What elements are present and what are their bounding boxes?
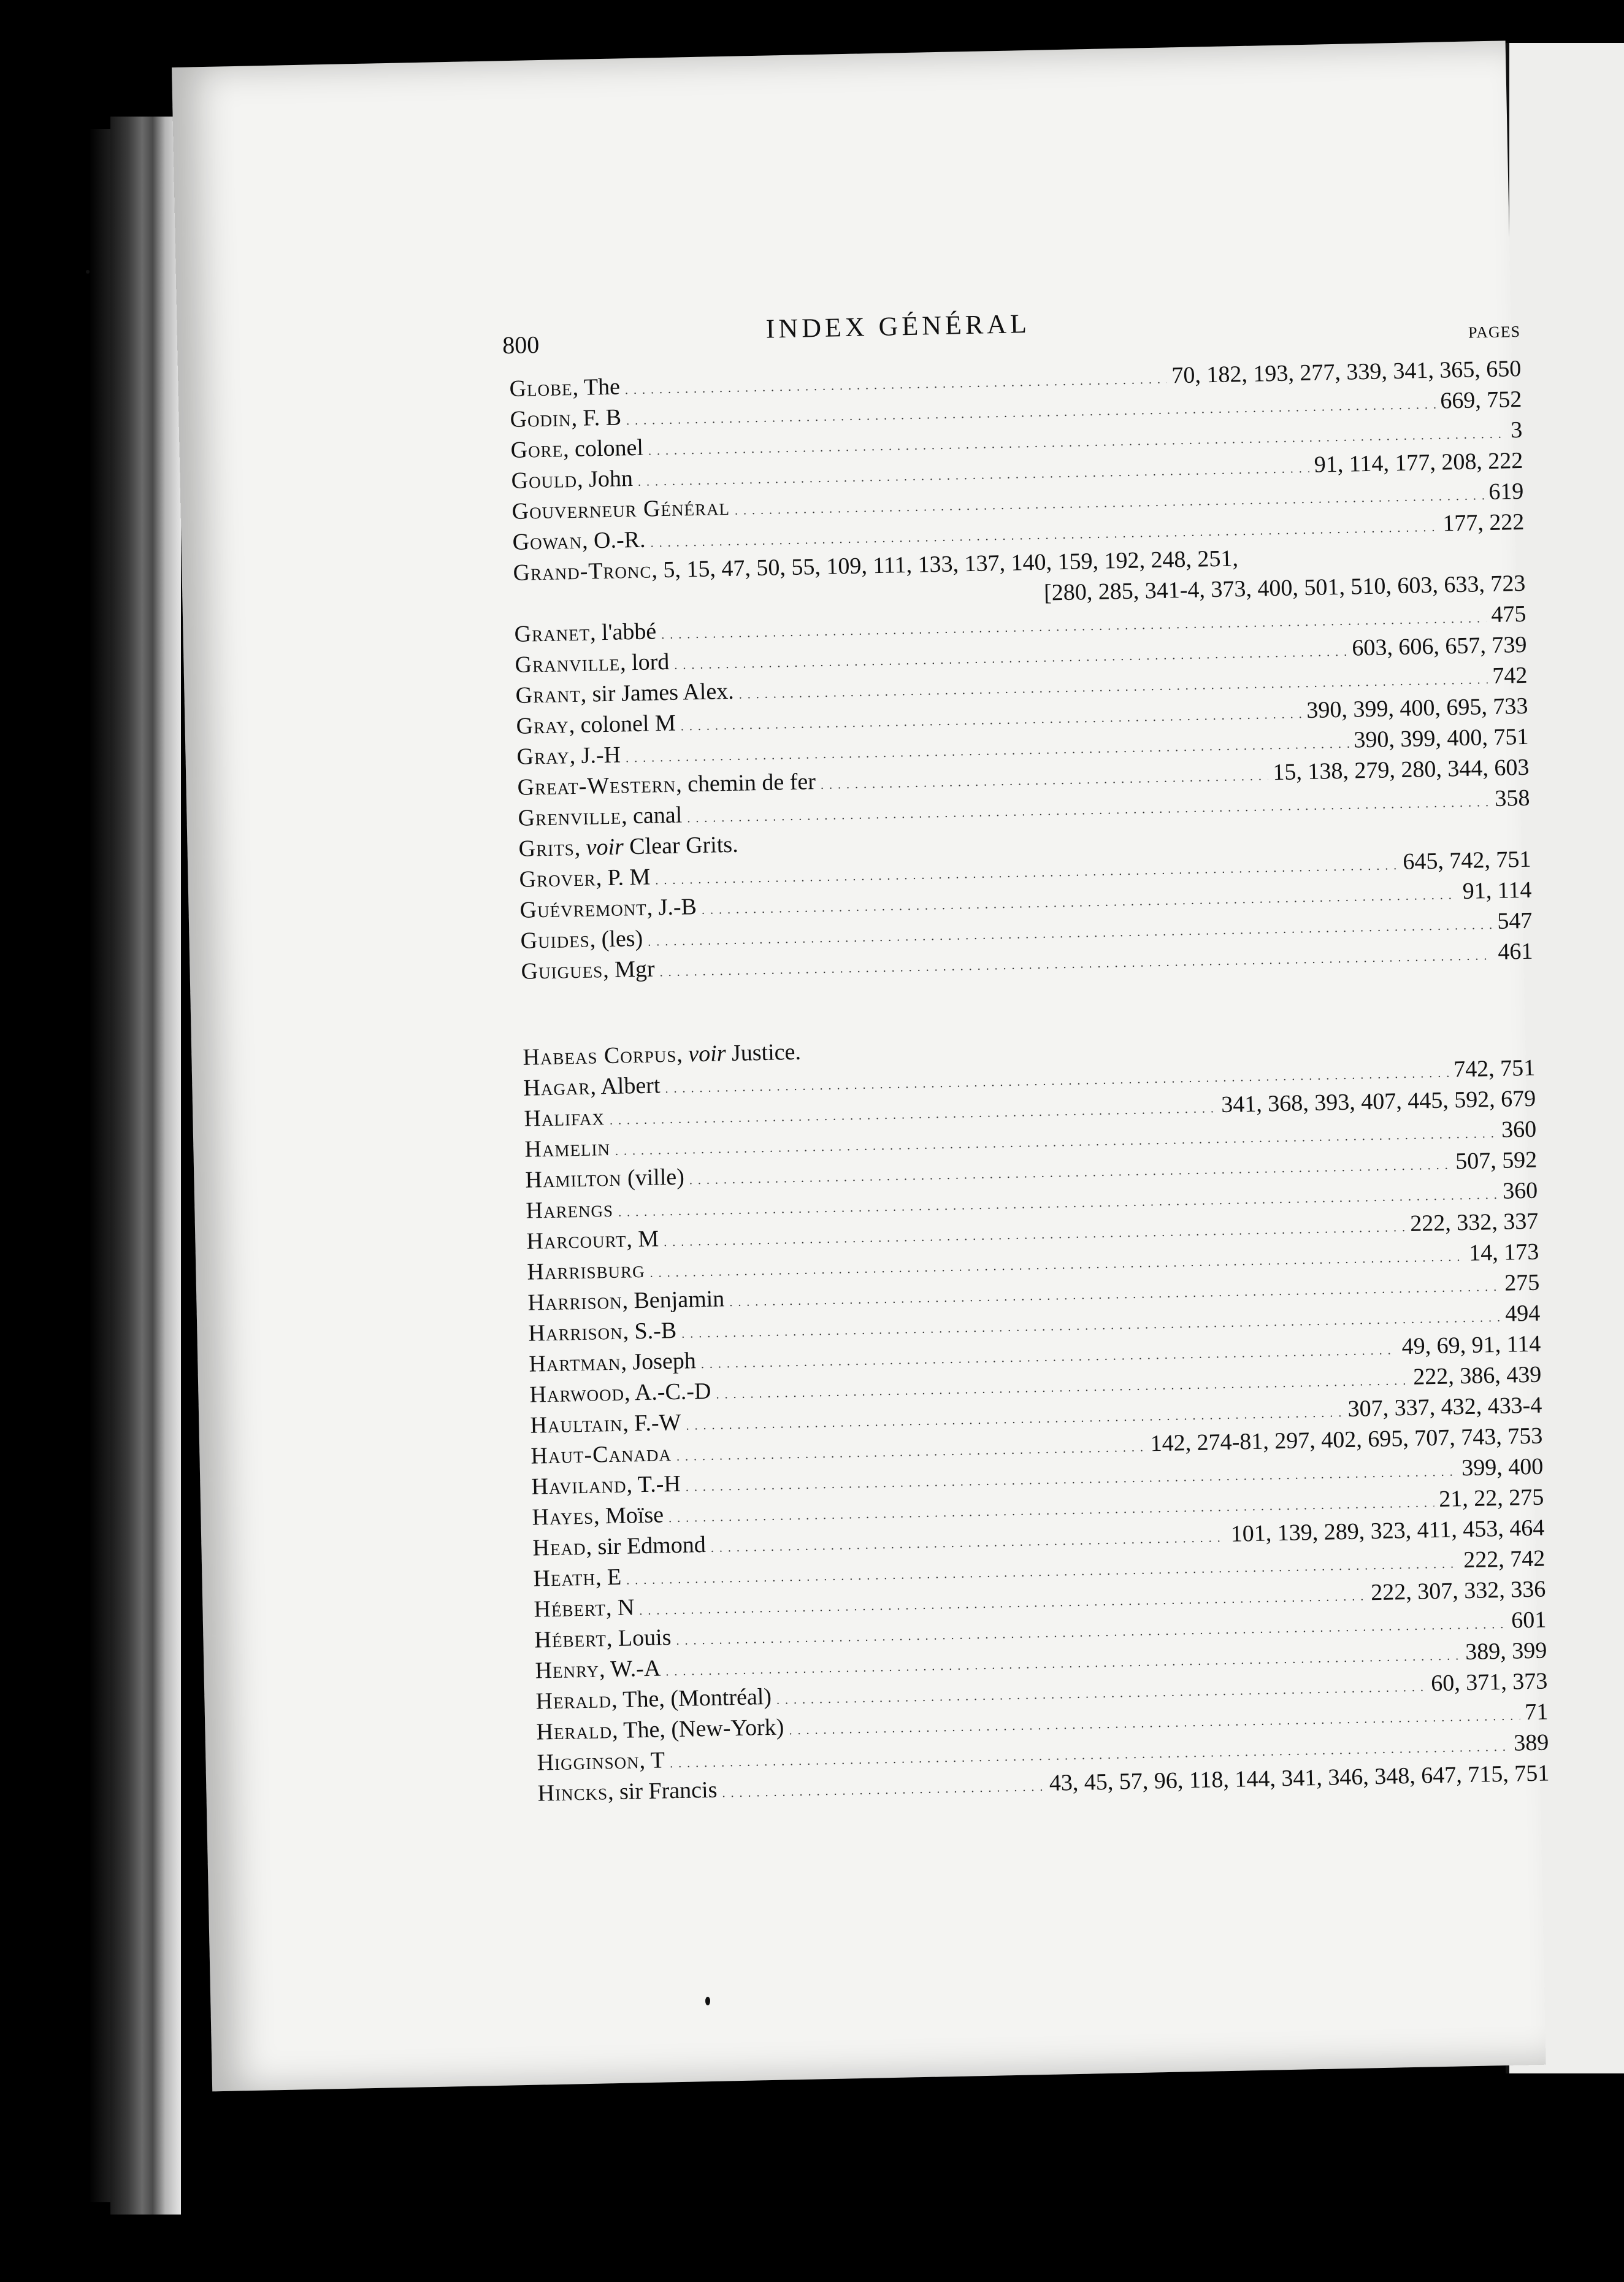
entry-headword: Hincks (537, 1779, 608, 1807)
entry-headword: Harrisburg (527, 1256, 645, 1285)
entry-headword: Hamilton (525, 1165, 622, 1193)
entry-name (512, 524, 646, 558)
entry-headword: Grover (519, 865, 597, 893)
entry-headword: Henry (535, 1656, 600, 1684)
entry-qualifier: , colonel M (569, 710, 676, 739)
entry-page-numbers: 390, 399, 400, 751 (1353, 723, 1529, 753)
entry-page-numbers: 177, 222 (1442, 509, 1525, 537)
entry-headword: Herald (536, 1718, 613, 1745)
entry-cross-reference-target: Clear Grits. (623, 831, 738, 860)
entry-page-numbers: 222, 307, 332, 336 (1370, 1576, 1546, 1606)
scan-speck (705, 1997, 710, 2005)
entry-headword: Hébert (534, 1595, 607, 1623)
entry-headword: Haut-Canada (530, 1440, 672, 1469)
entry-name (518, 829, 738, 864)
entry-page-numbers: 603, 606, 657, 739 (1351, 631, 1527, 661)
entry-qualifier: , F.-W (622, 1409, 681, 1437)
entry-qualifier: , sir Francis (607, 1777, 718, 1805)
entry-page-numbers: 461 (1497, 938, 1533, 965)
entry-headword: Hébert (534, 1626, 607, 1653)
entry-page-numbers: 360 (1502, 1177, 1538, 1204)
entry-page-numbers: 358 (1494, 785, 1530, 812)
scan-speck (86, 270, 90, 274)
entry-headword: Herald (535, 1687, 612, 1715)
entry-page-numbers: 494 (1504, 1300, 1541, 1327)
entry-page-numbers: 14, 173 (1468, 1239, 1539, 1266)
entry-name (534, 1622, 672, 1655)
entry-name (510, 402, 621, 435)
entry-qualifier: , S.-B (622, 1317, 677, 1345)
entry-qualifier: , 5, 15, 47, 50, 55, 109, 111, 133, 137, 140, 159, 192, 248, 251, (651, 545, 1239, 583)
entry-qualifier: , The, (Montréal) (611, 1683, 772, 1713)
entry-headword: Gore (510, 436, 564, 464)
entry-headword: Harengs (526, 1196, 614, 1224)
entry-name (527, 1283, 725, 1318)
entry-name (528, 1315, 677, 1349)
entry-name (537, 1745, 665, 1778)
entry-qualifier: , J.-H (569, 742, 621, 769)
entry-headword: Gray (516, 743, 570, 770)
index-page (172, 40, 1550, 2091)
entry-page-numbers: 60, 371, 373 (1430, 1668, 1548, 1697)
entry-headword: Grand-Tronc (513, 557, 652, 586)
entry-name (515, 676, 734, 711)
entry-qualifier: , (676, 1041, 689, 1067)
entry-qualifier: , Joseph (620, 1348, 697, 1375)
entry-name (521, 953, 655, 986)
pages-column-label: PAGES (1468, 322, 1521, 342)
entry-name (531, 1469, 681, 1502)
entry-headword: Harcourt (526, 1226, 627, 1254)
entry-cross-reference-word: voir (688, 1040, 726, 1067)
entry-name (535, 1681, 772, 1717)
entry-name (511, 463, 633, 496)
entry-headword: Guides (520, 926, 591, 954)
entry-page-numbers: 91, 114, 177, 208, 222 (1314, 447, 1523, 478)
entry-headword: Grits (518, 835, 575, 862)
entry-page-numbers: 21, 22, 275 (1438, 1484, 1544, 1512)
entry-headword: Godin (510, 405, 572, 433)
entry-qualifier: , Albert (590, 1072, 661, 1100)
entry-page-numbers: 49, 69, 91, 114 (1401, 1331, 1541, 1360)
entry-page-numbers: 742, 751 (1453, 1055, 1536, 1083)
entry-page-numbers: 669, 752 (1439, 386, 1522, 414)
entry-page-numbers: 645, 742, 751 (1402, 846, 1531, 875)
entry-name (535, 1653, 661, 1686)
entry-page-numbers: 71 (1524, 1699, 1549, 1726)
entry-name (526, 1223, 659, 1256)
entry-name (529, 1345, 696, 1379)
entry-headword: Harrison (527, 1288, 622, 1316)
entry-page-numbers: 360 (1501, 1116, 1537, 1143)
entry-page-numbers: 70, 182, 193, 277, 339, 341, 365, 650 (1171, 355, 1522, 389)
entry-headword: Guigues (521, 957, 603, 985)
entry-qualifier: , The (572, 374, 621, 401)
entry-headword: Gould (511, 466, 578, 494)
entry-headword: Halifax (524, 1104, 605, 1132)
entry-page-numbers: [280, 285, 341-4, 373, 400, 501, 510, 603, 633, 723 (1043, 570, 1526, 606)
entry-qualifier: , (les) (589, 925, 643, 953)
entry-qualifier: , E (595, 1564, 622, 1591)
entry-qualifier: , chemin de fer (675, 769, 816, 797)
entry-qualifier: , F. B (571, 404, 622, 432)
entry-headword: Harwood (529, 1380, 625, 1408)
entry-headword: Head (532, 1534, 586, 1561)
book-binding (110, 117, 181, 2215)
entry-name (515, 647, 670, 680)
entry-qualifier: , The, (New-York) (611, 1714, 784, 1744)
entry-page-numbers: 389, 399 (1465, 1637, 1547, 1665)
entry-headword: Granville (515, 650, 621, 678)
entry-name (511, 492, 730, 527)
entry-headword: Granet (514, 620, 591, 647)
entry-page-numbers: 547 (1496, 907, 1533, 934)
entry-page-numbers: 3 (1510, 417, 1523, 444)
entry-headword: Gowan (512, 528, 583, 555)
entry-name (530, 1407, 681, 1441)
entry-headword: Grant (515, 681, 581, 709)
entry-headword: Haultain (530, 1410, 623, 1439)
entry-name (519, 862, 651, 895)
entry-qualifier: , Mgr (602, 956, 655, 983)
entry-name (534, 1592, 635, 1624)
entry-page-numbers: 15, 138, 279, 280, 344, 603 (1273, 754, 1530, 786)
entry-headword: Habeas Corpus (523, 1041, 677, 1070)
entry-page-numbers: 222, 386, 439 (1412, 1361, 1542, 1390)
entry-name (527, 1254, 645, 1288)
entry-headword: Hagar (523, 1074, 591, 1101)
entry-qualifier: , N (605, 1594, 635, 1621)
entry-qualifier: , T.-H (626, 1470, 681, 1498)
entry-name (525, 1162, 684, 1196)
entry-qualifier: , lord (619, 648, 670, 676)
entry-page-numbers: 222, 742 (1463, 1545, 1545, 1573)
entry-qualifier: , Louis (606, 1624, 672, 1652)
entry-name (530, 1438, 672, 1472)
entry-qualifier: , canal (621, 802, 683, 829)
page-header (502, 298, 1520, 361)
entry-qualifier: , sir Edmond (586, 1532, 707, 1560)
entry-qualifier: , O.-R. (581, 526, 646, 554)
entry-qualifier: , P. M (596, 864, 651, 891)
entry-name (509, 371, 620, 404)
entry-page-numbers: 619 (1488, 478, 1524, 505)
entry-name (524, 1102, 605, 1134)
entry-headword: Grenville (518, 803, 622, 831)
page-number: 800 (502, 331, 540, 359)
entry-name (537, 1775, 718, 1809)
entry-name (523, 1070, 661, 1103)
entry-page-numbers: 307, 337, 432, 433-4 (1347, 1392, 1542, 1422)
entry-name (529, 1376, 711, 1410)
entry-headword: Hamelin (524, 1135, 611, 1162)
entry-page-numbers: 475 (1490, 601, 1526, 628)
entry-page-numbers: 91, 114 (1462, 877, 1532, 905)
entry-headword: Guévremont (519, 894, 648, 923)
entry-name (514, 616, 657, 650)
entry-page-numbers: 742 (1492, 662, 1528, 689)
entry-name (524, 1132, 610, 1165)
entry-page-numbers: 399, 400 (1461, 1453, 1544, 1481)
entry-qualifier: , colonel (562, 434, 644, 463)
entry-qualifier: , Moïse (593, 1502, 664, 1529)
entry-page-numbers: 389 (1513, 1729, 1549, 1756)
entry-qualifier: , T (639, 1747, 665, 1774)
entry-qualifier: , l'abbé (589, 618, 657, 646)
entry-qualifier: , John (576, 466, 634, 493)
index-list (509, 353, 1550, 1809)
entry-name (532, 1499, 664, 1532)
entry-headword: Heath (533, 1564, 596, 1592)
entry-headword: Higginson (537, 1748, 640, 1776)
entry-name (533, 1562, 622, 1594)
entry-headword: Gray (516, 712, 570, 739)
entry-qualifier: , (574, 834, 587, 861)
entry-page-numbers: 43, 45, 57, 96, 118, 144, 341, 346, 348, 647, 715, 751 (1049, 1760, 1550, 1796)
entry-page-numbers: 101, 139, 289, 323, 411, 453, 464 (1230, 1515, 1545, 1547)
entry-name (516, 740, 621, 772)
book-spine-shadow (89, 129, 113, 2202)
entry-headword: Gouverneur Général (511, 494, 730, 525)
entry-headword: Hayes (532, 1503, 594, 1531)
entry-qualifier: , A.-C.-D (624, 1378, 711, 1406)
entry-page-numbers: 601 (1511, 1607, 1547, 1634)
entry-page-numbers: 222, 332, 337 (1409, 1208, 1539, 1237)
entry-headword: Harrison (528, 1318, 623, 1347)
entry-name (510, 432, 643, 466)
entry-name (523, 1037, 801, 1073)
entry-headword: Great-Western (517, 771, 676, 801)
entry-name (516, 708, 676, 742)
entry-headword: Haviland (531, 1472, 627, 1500)
entry-qualifier: , M (626, 1226, 659, 1253)
entry-qualifier: , sir James Alex. (580, 678, 735, 707)
entry-cross-reference-target: Justice. (726, 1039, 802, 1067)
entry-name (532, 1529, 706, 1564)
entry-qualifier: (ville) (621, 1164, 685, 1191)
entry-qualifier: , W.-A (599, 1655, 661, 1683)
entry-qualifier: , Benjamin (622, 1286, 725, 1314)
entry-page-numbers: 341, 368, 393, 407, 445, 592, 679 (1220, 1085, 1536, 1118)
entry-headword: Hartman (529, 1349, 621, 1377)
entry-name (519, 891, 697, 926)
dot-leader (722, 1768, 1045, 1809)
entry-page-numbers: 390, 399, 400, 695, 733 (1306, 693, 1528, 724)
entry-page-numbers: 507, 592 (1455, 1147, 1538, 1175)
entry-page-numbers: 142, 274-81, 297, 402, 695, 707, 743, 753 (1150, 1423, 1543, 1457)
entry-name (518, 800, 683, 834)
running-title: INDEX GÉNÉRAL (765, 308, 1031, 344)
entry-name (536, 1712, 784, 1748)
entry-qualifier: , J.-B (646, 894, 697, 921)
entry-name (520, 923, 643, 956)
entry-cross-reference-word: voir (586, 834, 624, 861)
entry-name (526, 1194, 613, 1226)
entry-page-numbers: 275 (1504, 1269, 1540, 1296)
entry-headword: Globe (509, 374, 573, 402)
